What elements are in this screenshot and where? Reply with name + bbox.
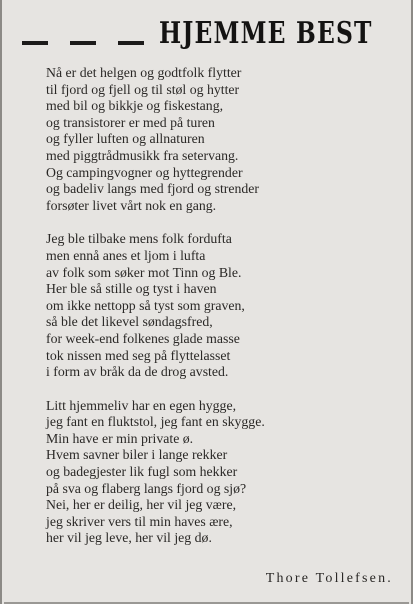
stanza-1 (46, 65, 386, 214)
title-dash (70, 41, 96, 45)
poem-line: Min have er min private ø. (46, 430, 194, 446)
poem-line: Hvem savner biler i lange rekker (46, 447, 228, 463)
poem-line: tok nissen med seg på flyttelasset (46, 347, 231, 363)
poem-line: i form av bråk da de drog avsted. (46, 364, 229, 380)
poem-line: her vil jeg leve, her vil jeg dø. (46, 530, 212, 546)
poem-line: og fyller luften og allnaturen (46, 131, 205, 147)
title-dash (118, 41, 144, 45)
poem-line: Litt hjemmeliv har en egen hygge, (46, 397, 237, 413)
poem-line: til fjord og fjell og til støl og hytter (46, 81, 240, 97)
poem-line: jeg fant en fluktstol, jeg fant en skygge. (46, 414, 265, 430)
poem-line: og badegjester lik fugl som hekker (46, 464, 238, 480)
poem-line: og badeliv langs med fjord og strender (46, 181, 260, 197)
title-dash (22, 41, 48, 45)
poem-line: men ennå anes et ljom i lufta (46, 247, 206, 263)
stanza-2 (46, 231, 386, 380)
header (22, 14, 392, 56)
poem-body (46, 65, 386, 564)
poem-line: Og campingvogner og hyttegrender (46, 164, 243, 180)
poem-line: av folk som søker mot Tinn og Ble. (46, 264, 242, 280)
poem-line: Jeg ble tilbake mens folk fordufta (46, 231, 232, 247)
poem-line: og transistorer er med på turen (46, 114, 215, 130)
stanza-3 (46, 398, 386, 547)
poem-line: med piggtrådmusikk fra setervang. (46, 147, 239, 163)
poem-line: Nei, her er deilig, her vil jeg være, (46, 497, 237, 513)
poem-line: jeg skriver vers til min haves ære, (46, 513, 233, 529)
poem-line: på sva og flaberg langs fjord og sjø? (46, 480, 247, 496)
poem-line: forsøter livet vårt nok en gang. (46, 197, 217, 213)
poem-title: HJEMME BEST (159, 16, 373, 51)
poem-line: så ble det likevel søndagsfred, (46, 314, 213, 330)
poem-line: for week-end folkenes glade masse (46, 330, 240, 346)
poem-line: Her ble så stille og tyst i haven (46, 281, 217, 297)
poem-line: om ikke nettopp så tyst som graven, (46, 297, 245, 313)
poem-line: med bil og bikkje og fiskestang, (46, 98, 224, 114)
poem-line: Nå er det helgen og godtfolk flytter (46, 65, 242, 80)
author-signature: Thore Tollefsen. (265, 571, 393, 586)
